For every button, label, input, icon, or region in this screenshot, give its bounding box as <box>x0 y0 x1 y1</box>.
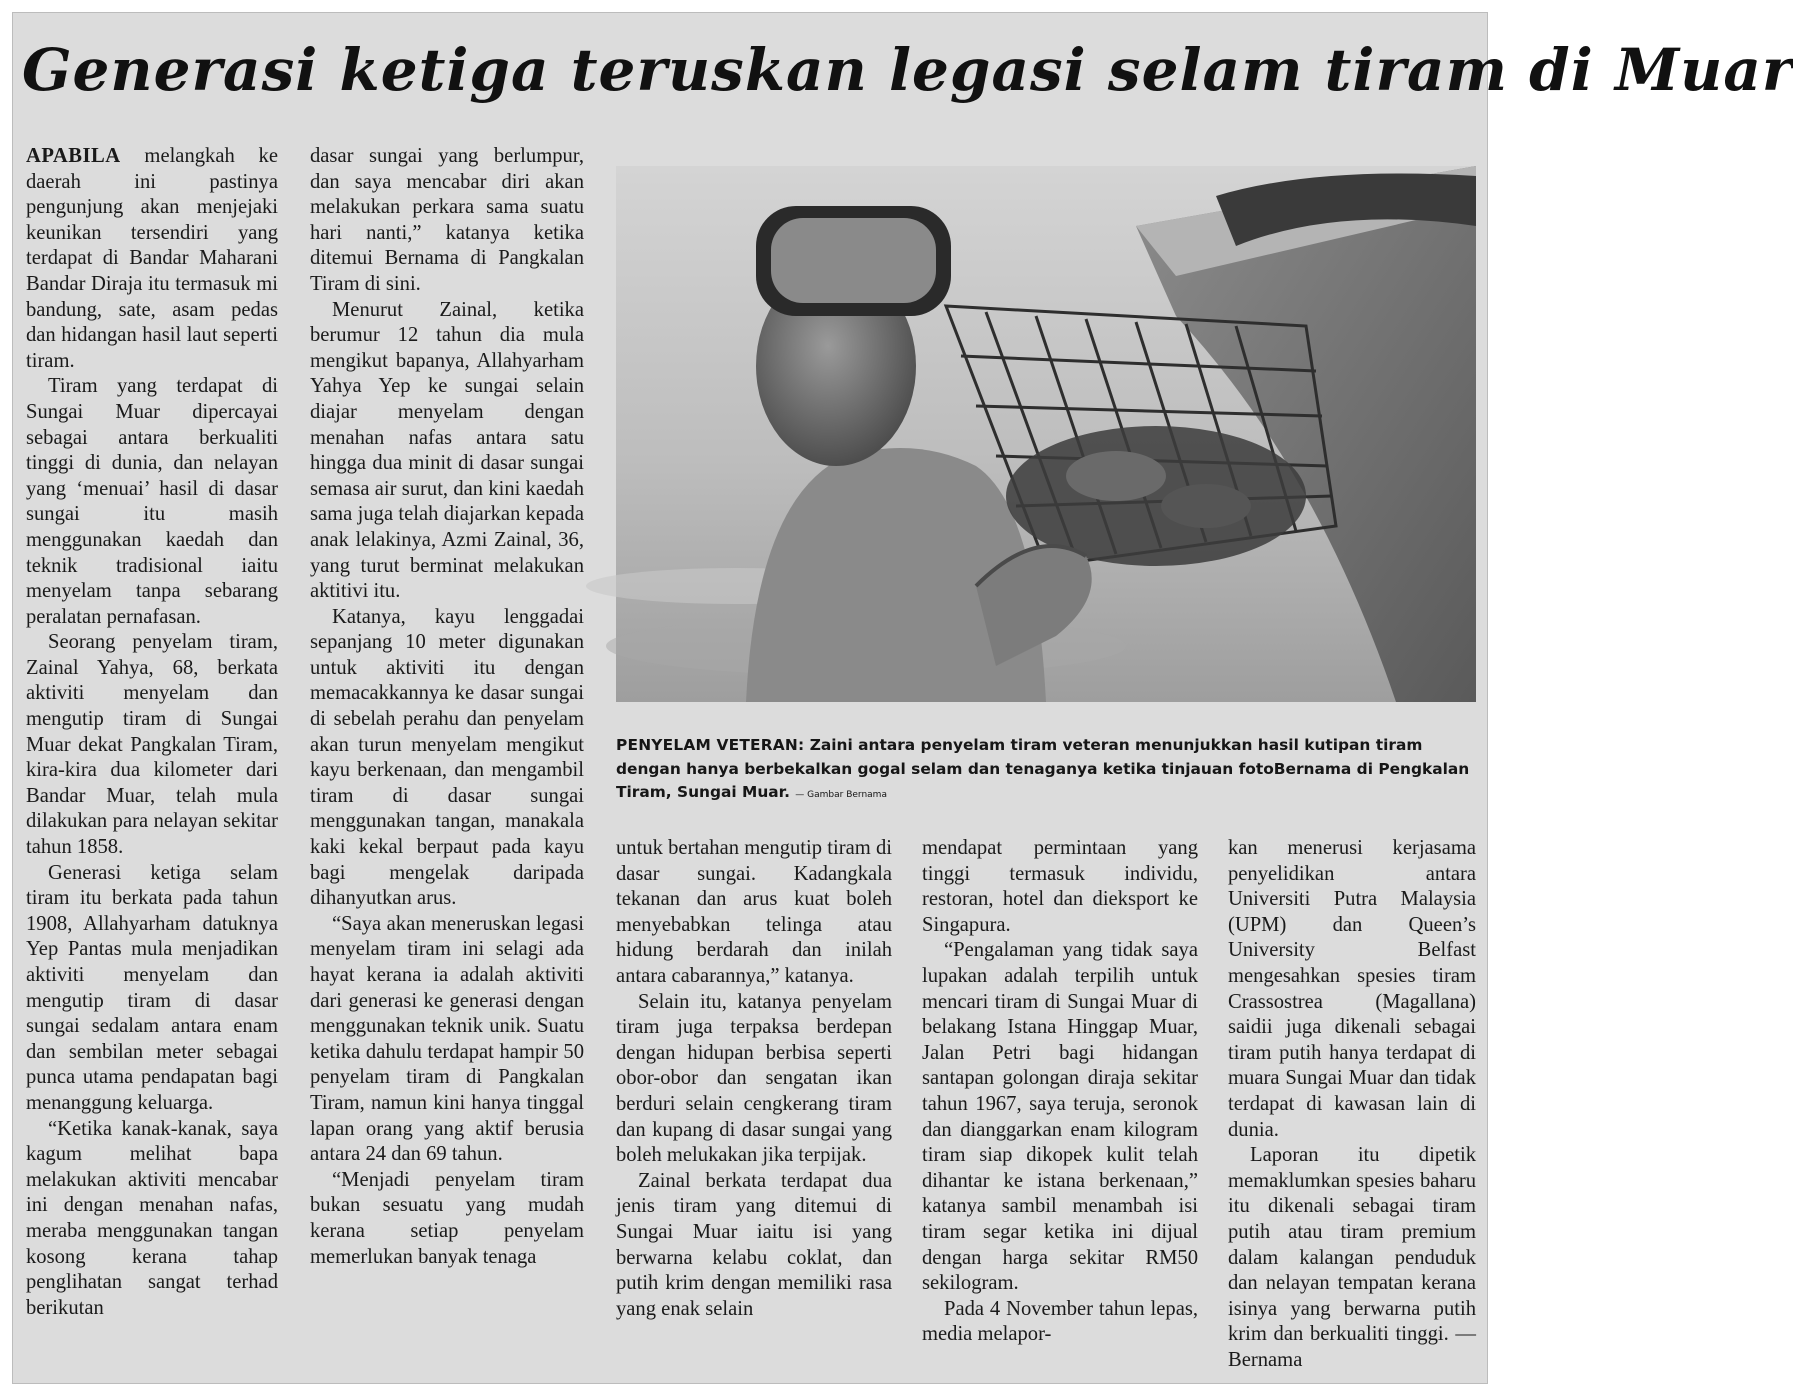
article-column-1 <box>26 144 278 1372</box>
article-column-5 <box>1228 836 1476 1372</box>
paragraph: Tiram yang terdapat di Sungai Muar dipercayai sebagai antara berkualiti tinggi di dunia, dan nelayan yang ‘menuai’ hasil di dasar sungai itu masih menggunakan kaedah dan teknik tradisional iaitu menyelam tanpa sebarang peralatan pernafasan. <box>26 375 278 628</box>
paragraph: Seorang penyelam tiram, Zainal Yahya, 68, berkata aktiviti menyelam dan mengutip tiram di Sungai Muar dekat Pangkalan Tiram, kira-kira dua kilometer dari Bandar Muar, telah mula dilakukan para nelayan sekitar tahun 1858. <box>26 631 278 859</box>
lead-word: APABILA <box>26 145 121 167</box>
article-photo <box>616 166 1476 702</box>
caption-label: PENYELAM VETERAN: <box>616 736 805 754</box>
caption-text: Zaini antara penyelam tiram veteran menunjukkan hasil kutipan tiram dengan hanya berbekalkan gogal selam dan tenaganya ketika tinjauan fotoBernama di Pengkalan Tiram, Sungai Muar. <box>616 736 1470 801</box>
paragraph: “Pengalaman yang tidak saya lupakan adalah terpilih untuk mencari tiram di Sungai Muar di belakang Istana Hinggap Muar, Jalan Petri bagi hidangan santapan golongan diraja sekitar tahun 1967, saya teruja, seronok dan dianggarkan enam kilogram tiram siap dikopek kulit telah dihantar ke istana berkenaan,” katanya sambil menambah isi tiram segar ketika ini dijual dengan harga sekitar RM50 sekilogram. <box>922 939 1198 1295</box>
article-column-3 <box>616 836 892 1372</box>
photo-caption <box>616 734 1478 808</box>
paragraph-text: melangkah ke daerah ini pastinya pengunjung akan menjejaki keunikan tersendiri yang terdapat di Bandar Maharani Bandar Diraja itu termasuk mi bandung, sate, asam pedas dan hidangan hasil laut seperti tiram. <box>26 145 278 372</box>
article-column-4 <box>922 836 1198 1372</box>
paragraph: dasar sungai yang berlumpur, dan saya mencabar diri akan melakukan perkara sama suatu hari nanti,” katanya ketika ditemui Bernama di Pangkalan Tiram di sini. <box>310 145 584 295</box>
paragraph: mendapat permintaan yang tinggi termasuk individu, restoran, hotel dan dieksport ke Singapura. <box>922 837 1198 936</box>
photo-credit: — Gambar Bernama <box>795 790 887 800</box>
paragraph: Selain itu, katanya penyelam tiram juga terpaksa berdepan dengan hidupan berbisa seperti obor-obor dan sengatan ikan berduri selain cengkerang tiram dan kupang di dasar sungai yang boleh melukakan jika terpijak. <box>616 990 892 1167</box>
article-column-2 <box>310 144 584 1372</box>
paragraph: Pada 4 November tahun lepas, media melapor- <box>922 1297 1198 1346</box>
paragraph: Zainal berkata terdapat dua jenis tiram yang ditemui di Sungai Muar iaitu isi yang berwarna kelabu coklat, dan putih krim dengan memiliki rasa yang enak selain <box>616 1169 892 1320</box>
paragraph: “Saya akan meneruskan legasi menyelam tiram ini selagi ada hayat kerana ia adalah aktiviti dari generasi ke generasi dengan menggunakan teknik unik. Suatu ketika dahulu terdapat hampir 50 penyelam tiram di Pangkalan Tiram, namun kini hanya tinggal lapan orang yang aktif berusia antara 24 dan 69 tahun. <box>310 912 584 1166</box>
oyster-diver-photo <box>616 166 1476 702</box>
paragraph: “Menjadi penyelam tiram bukan sesuatu yang mudah kerana setiap penyelam memerlukan banyak tenaga <box>310 1168 584 1268</box>
paragraph: “Ketika kanak-kanak, saya kagum melihat bapa melakukan aktiviti mencabar ini dengan menahan nafas, meraba menggunakan tangan kosong kerana tahap penglihatan sangat terhad berikutan <box>26 1117 278 1319</box>
paragraph: Generasi ketiga selam tiram itu berkata pada tahun 1908, Allahyarham datuknya Yep Pantas mula menjadikan aktiviti menyelam dan mengutip tiram di dasar sungai sedalam antara enam dan sembilan meter sebagai punca utama pendapatan bagi menanggung keluarga. <box>26 861 278 1114</box>
paragraph: Katanya, kayu lenggadai sepanjang 10 meter digunakan untuk aktiviti itu dengan memacakkannya ke dasar sungai di sebelah perahu dan penyelam akan turun menyelam mengikut kayu berkenaan, dan mengambil tiram di dasar sungai menggunakan tangan, manakala kaki kekal berpaut pada kayu bagi mengelak daripada dihanyutkan arus. <box>310 605 584 910</box>
paragraph: Menurut Zainal, ketika berumur 12 tahun dia mula mengikut bapanya, Allahyarham Yahya Yep ke sungai selain diajar menyelam dengan menahan nafas antara satu hingga dua minit di dasar sungai semasa air surut, dan kini kaedah sama juga telah diajarkan kepada anak lelakinya, Azmi Zainal, 36, yang turut berminat melakukan aktitivi itu. <box>310 298 584 603</box>
paragraph: kan menerusi kerjasama penyelidikan antara Universiti Putra Malaysia (UPM) dan Queen’s University Belfast mengesahkan spesies tiram Crassostrea (Magallana) saidii juga dikenali sebagai tiram putih hanya terdapat di muara Sungai Muar dan tidak terdapat di kawasan lain di dunia. <box>1228 837 1476 1141</box>
paragraph: untuk bertahan mengutip tiram di dasar sungai. Kadangkala tekanan dan arus kuat boleh menyebabkan telinga atau hidung berdarah dan inilah antara cabarannya,” katanya. <box>616 837 892 987</box>
headline: Generasi ketiga teruskan legasi selam tiram di Muar <box>22 36 1793 104</box>
paragraph <box>26 144 278 374</box>
paragraph: Laporan itu dipetik memaklumkan spesies baharu itu dikenali sebagai tiram putih atau tiram premium dalam kalangan penduduk dan nelayan tempatan kerana isinya yang berwarna putih krim dan berkualiti tinggi. — Bernama <box>1228 1144 1476 1371</box>
